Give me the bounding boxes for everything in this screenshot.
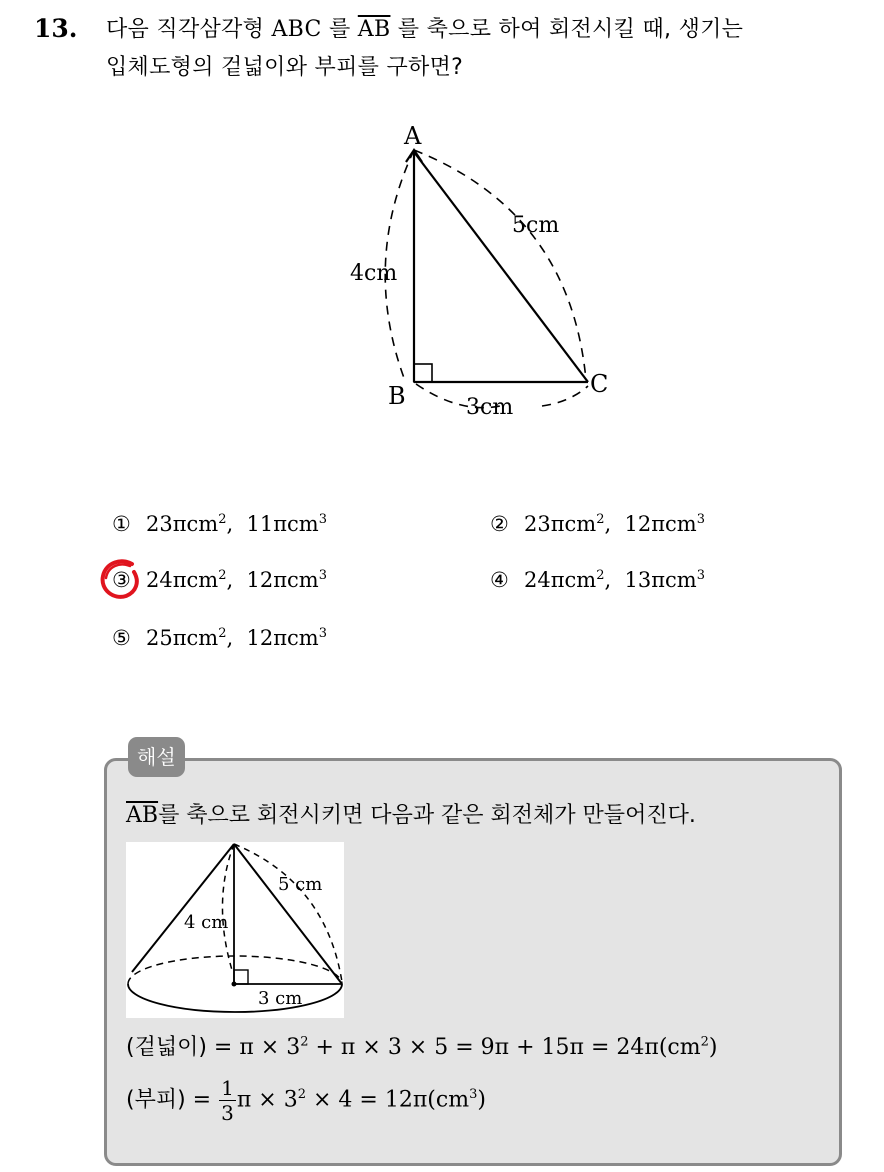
choice-number: ③ xyxy=(112,568,131,592)
choice-area: 24πcm xyxy=(524,568,597,592)
volume-expr: × 4 = 12π(cm xyxy=(306,1087,470,1113)
choice-area: 24πcm xyxy=(146,568,219,592)
exponent: 3 xyxy=(318,626,327,641)
right-angle-mark xyxy=(414,364,432,382)
choice-5[interactable] xyxy=(112,626,327,650)
question-line-1 xyxy=(106,12,743,48)
separator: , xyxy=(604,568,625,592)
volume-eq: = xyxy=(185,1087,219,1113)
choice-volume: 12πcm xyxy=(624,512,697,536)
choice-volume: 12πcm xyxy=(246,626,319,650)
exponent: 2 xyxy=(300,1034,309,1050)
volume-expr: π × 3 xyxy=(236,1087,298,1113)
separator: , xyxy=(226,512,247,536)
exponent: 3 xyxy=(696,568,705,583)
solution-text: 를 축으로 회전시키면 다음과 같은 회전체가 만들어진다. xyxy=(158,803,696,828)
solution-tag: 해설 xyxy=(128,737,185,777)
label-a: A xyxy=(404,122,422,150)
separator: , xyxy=(604,512,625,536)
exponent: 2 xyxy=(218,626,227,641)
volume-label: (부피) xyxy=(126,1087,186,1113)
choice-1[interactable] xyxy=(112,512,327,536)
exponent: 2 xyxy=(596,512,605,527)
answer-circle-mark xyxy=(96,556,152,604)
area-label: (겉넓이) xyxy=(126,1035,207,1060)
arc-bc-right xyxy=(542,386,588,406)
area-expr: + π × 3 × 5 = 9π + 15π = 24π(cm xyxy=(308,1035,701,1060)
separator: , xyxy=(226,626,247,650)
choice-area: 23πcm xyxy=(524,512,597,536)
cone-height-label: 4 cm xyxy=(184,912,229,933)
exponent: 2 xyxy=(297,1087,306,1103)
question-number: 13. xyxy=(34,14,78,43)
question-text: 다음 직각삼각형 xyxy=(106,17,272,42)
label-b: B xyxy=(388,382,406,410)
question-text: 를 축으로 하여 회전시킬 때, 생기는 xyxy=(390,17,744,42)
exponent: 3 xyxy=(318,512,327,527)
exponent: 2 xyxy=(700,1034,709,1050)
choice-area: 25πcm xyxy=(146,626,219,650)
cone-figure xyxy=(126,842,344,1018)
exponent: 3 xyxy=(318,568,327,583)
area-expr: = π × 3 xyxy=(206,1035,301,1060)
fraction-numerator: 1 xyxy=(221,1076,234,1100)
area-expr: ) xyxy=(708,1035,718,1060)
label-c: C xyxy=(590,370,609,398)
fraction-denominator: 3 xyxy=(221,1101,234,1125)
side-ac xyxy=(414,152,588,382)
question-line-2: 입체도형의 겉넓이와 부피를 구하면? xyxy=(106,55,464,80)
surface-area-formula xyxy=(126,1030,718,1061)
choice-number: ① xyxy=(112,512,131,536)
volume-formula xyxy=(126,1076,486,1125)
triangle-name: ABC xyxy=(271,17,322,42)
fraction-one-third xyxy=(219,1076,236,1125)
choice-number: ⑤ xyxy=(112,626,131,650)
label-side-ac: 5cm xyxy=(512,213,560,238)
exponent: 3 xyxy=(696,512,705,527)
choice-volume: 13πcm xyxy=(624,568,697,592)
question-text: 를 xyxy=(321,17,358,42)
solution-line-1 xyxy=(126,798,696,829)
choice-number: ② xyxy=(490,512,509,536)
cone-slant-label: 5 cm xyxy=(278,874,323,895)
choice-area: 23πcm xyxy=(146,512,219,536)
separator: , xyxy=(226,568,247,592)
label-side-ab: 4cm xyxy=(350,261,398,286)
exponent: 2 xyxy=(596,568,605,583)
cone-radius-label: 3 cm xyxy=(258,988,303,1009)
choice-4[interactable] xyxy=(490,568,705,592)
choice-volume: 11πcm xyxy=(246,512,319,536)
volume-expr: ) xyxy=(477,1087,486,1113)
choice-number: ④ xyxy=(490,568,509,592)
segment-ab: $\overline{AB}$ xyxy=(126,803,159,828)
exponent: 2 xyxy=(218,512,227,527)
triangle-figure xyxy=(330,112,650,432)
label-side-bc: 3cm xyxy=(466,395,514,420)
exponent: 2 xyxy=(218,568,227,583)
segment-ab: $\overline{AB}$ xyxy=(357,17,391,42)
choice-2[interactable] xyxy=(490,512,705,536)
exponent: 3 xyxy=(469,1087,478,1103)
choice-volume: 12πcm xyxy=(246,568,319,592)
